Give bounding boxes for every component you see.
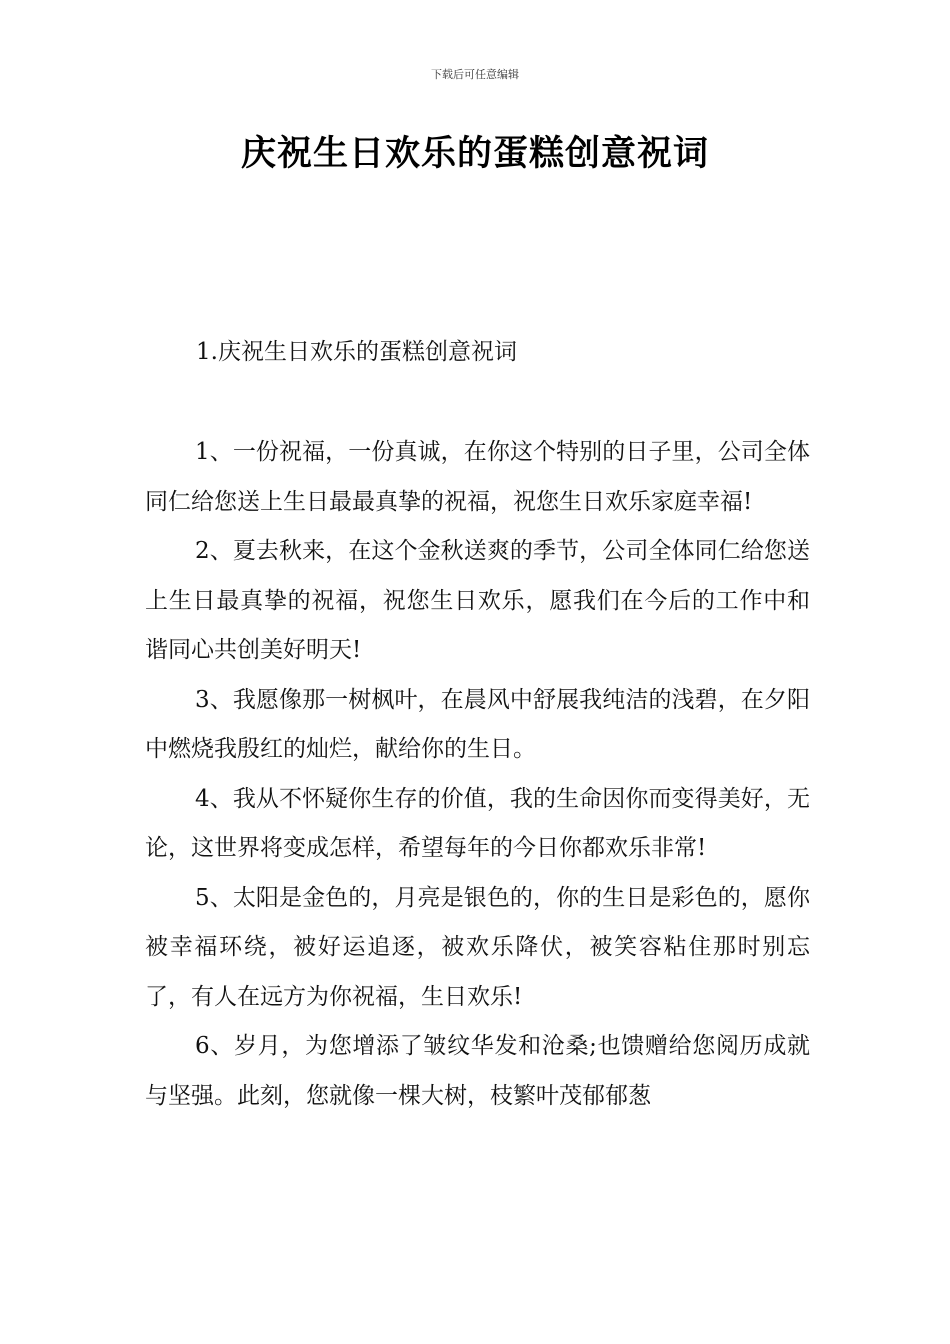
paragraph: 6、岁月，为您增添了皱纹华发和沧桑;也馈赠给您阅历成就与坚强。此刻，您就像一棵大树，枝繁叶茂郁郁葱	[145, 1033, 810, 1109]
section-heading: 1.庆祝生日欢乐的蛋糕创意祝词	[196, 339, 517, 365]
paragraph: 3、我愿像那一树枫叶，在晨风中舒展我纯洁的浅碧，在夕阳中燃烧我殷红的灿烂，献给你的生日。	[145, 686, 810, 762]
document-body	[145, 428, 810, 1121]
paragraph: 2、夏去秋来，在这个金秋送爽的季节，公司全体同仁给您送上生日最真挚的祝福，祝您生日欢乐，愿我们在今后的工作中和谐同心共创美好明天!	[145, 538, 810, 663]
paragraph: 1、一份祝福，一份真诚，在你这个特别的日子里，公司全体同仁给您送上生日最最真挚的祝福，祝您生日欢乐家庭幸福!	[145, 439, 810, 515]
document-title: 庆祝生日欢乐的蛋糕创意祝词	[240, 134, 709, 174]
paragraph: 5、太阳是金色的，月亮是银色的，你的生日是彩色的，愿你被幸福环绕，被好运追逐，被欢乐降伏，被笑容粘住那时别忘了，有人在远方为你祝福，生日欢乐!	[145, 884, 810, 1010]
header-note: 下载后可任意编辑	[431, 68, 519, 81]
paragraph: 4、我从不怀疑你生存的价值，我的生命因你而变得美好，无论，这世界将变成怎样，希望每年的今日你都欢乐非常!	[145, 785, 810, 861]
